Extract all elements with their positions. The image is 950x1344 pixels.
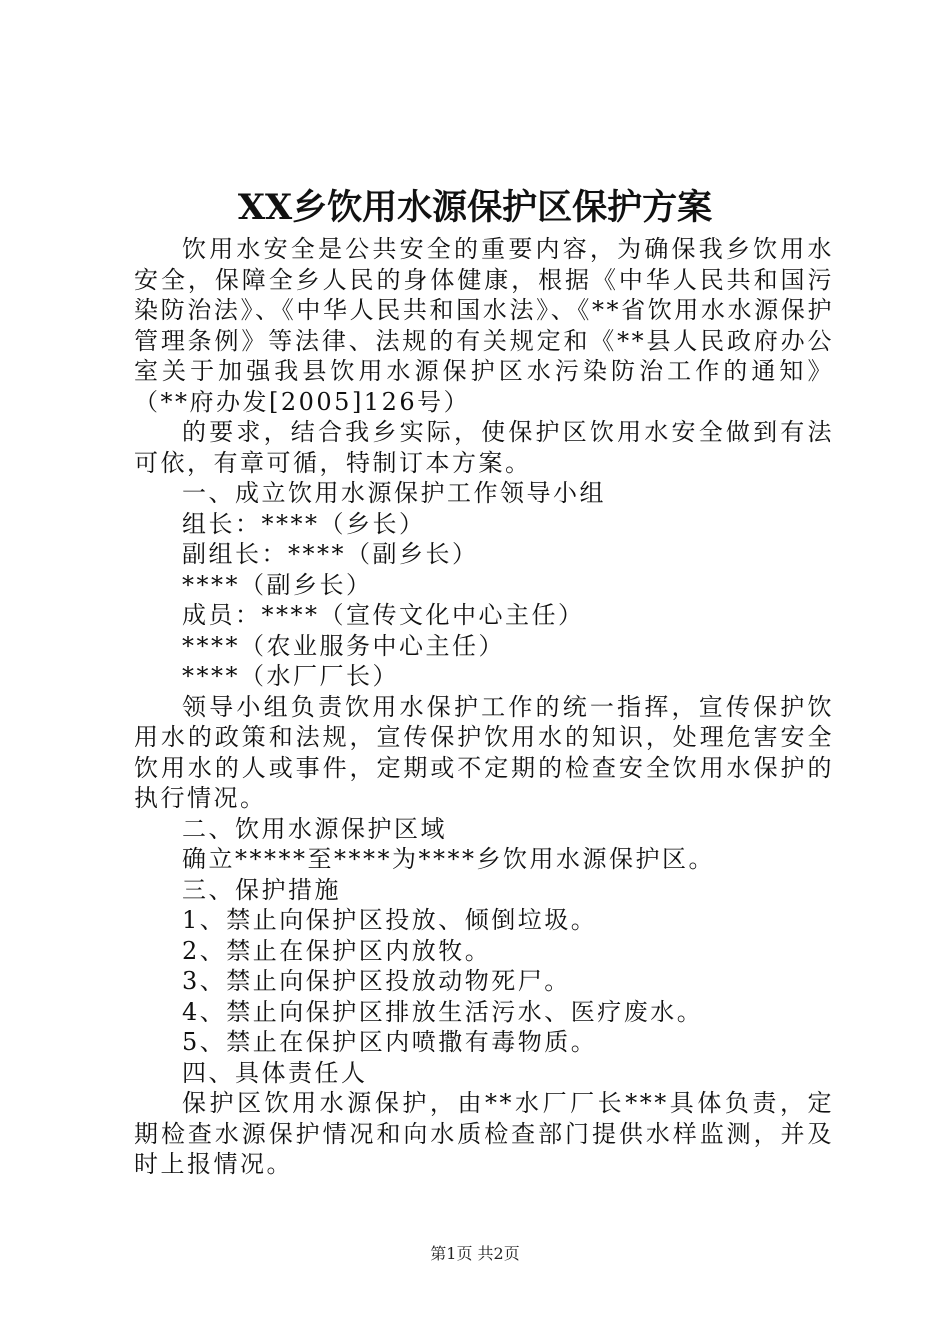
- paragraph-intro: 饮用水安全是公共安全的重要内容，为确保我乡饮用水安全，保障全乡人民的身体健康，根据《中华人民共和国污染防治法》、《中华人民共和国水法》、《**省饮用水水源保护管理条例》等法律、法规的有关规定和《**县人民政府办公室关于加强我县饮用水源保护区水污染防治工作的通知》（**府办发[2005]126号）: [134, 235, 834, 416]
- measure-item-1: 1、禁止向保护区投放、倾倒垃圾。: [182, 906, 598, 934]
- paragraph-purpose: 的要求，结合我乡实际，使保护区饮用水安全做到有法可依，有章可循，特制订本方案。: [134, 418, 834, 477]
- document-title: XX乡饮用水源保护区保护方案: [237, 187, 713, 228]
- member-deputy-leader: 副组长：****（副乡长）: [182, 540, 479, 568]
- page-footer: 第1页 共2页: [430, 1244, 520, 1263]
- measure-item-2: 2、禁止在保护区内放牧。: [182, 936, 492, 965]
- paragraph-area: 确立*****至****为****乡饮用水源保护区。: [182, 845, 715, 873]
- section-heading-4: 四、具体责任人: [182, 1058, 368, 1087]
- measure-item-3: 3、禁止向保护区投放动物死尸。: [182, 967, 571, 995]
- section-heading-2: 二、饮用水源保护区域: [182, 814, 447, 843]
- member-members: 成员：****（宣传文化中心主任）: [182, 601, 585, 629]
- section-heading-3: 三、保护措施: [182, 875, 341, 904]
- document-body: [134, 234, 834, 1180]
- member-agriculture: ****（农业服务中心主任）: [182, 631, 505, 660]
- member-waterworks: ****（水厂厂长）: [182, 662, 399, 690]
- paragraph-responsible: 保护区饮用水源保护，由**水厂厂长***具体负责，定期检查水源保护情况和向水质检查部门提供水样监测，并及时上报情况。: [134, 1089, 834, 1178]
- section-heading-1: 一、成立饮用水源保护工作领导小组: [182, 479, 606, 507]
- member-deputy-leader-2: ****（副乡长）: [182, 570, 373, 599]
- member-leader: 组长：****（乡长）: [182, 509, 426, 538]
- measure-item-4: 4、禁止向保护区排放生活污水、医疗废水。: [182, 997, 704, 1026]
- measure-item-5: 5、禁止在保护区内喷撒有毒物质。: [182, 1028, 598, 1056]
- paragraph-duties: 领导小组负责饮用水保护工作的统一指挥，宣传保护饮用水的政策和法规，宣传保护饮用水的知识，处理危害安全饮用水的人或事件，定期或不定期的检查安全饮用水保护的执行情况。: [134, 692, 834, 812]
